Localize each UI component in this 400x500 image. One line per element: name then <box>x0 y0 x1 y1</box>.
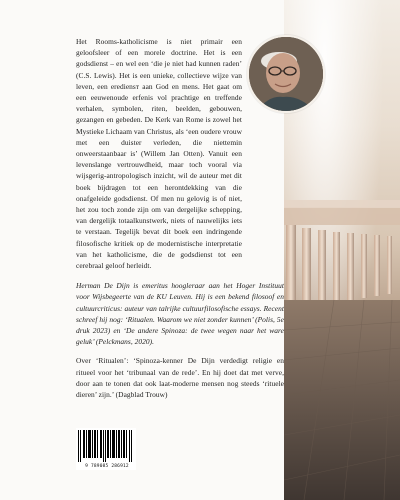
text-column <box>76 36 284 400</box>
review-quote: Over ‘Ritualen’: ‘Spinoza-kenner De Dijn verdedigt religie en ritueel voor het ‘tribunaal van de rede’. En hij doet dat met verve, door aan te tonen dat ook laat-moderne mensen nog steeds ‘rituele dieren’ zijn.’ (Dagblad Trouw) <box>76 356 284 400</box>
isbn-number: 9 789085 286912 <box>85 464 129 469</box>
author-bio: Herman De Dijn is emeritus hoogleraar aan het Hoger Instituut voor Wijsbegeerte van de KU Leuven. Hij is een bekend filosoof en cultuurcriticus: auteur van talrijke cultuurfilosofische essays. Recent schreef hij nog: ‘Ritualen. Waarom we niet zonder kunnen’ (Polis, 5e druk 2023) en ‘De andere Spinoza: de twee wegen naar het ware geluk’ (Pelckmans, 2020). <box>76 281 284 347</box>
intro-paragraph: Het Rooms-katholicisme is niet primair een geloofsleer of een morele doctrine. Het is een godsdienst – en wel een ‘die je niet had kunnen raden’ (C.S. Lewis). Het is een unieke, collectieve wijze van leven, een erediensт aan God en mens. Het gaat om een eeuwenoude erfenis vol prachtige en treffende verhalen, symbolen, riten, beelden, gebouwen, gezangen en gebeden. De Kerk van Rome is zowel het Mystieke Lichaam van Christus, als ‘een oudere vrouw met een duister verleden, die niettemin onweerstaanbaar is’ (Willem Jan Otten). Vanuit een levenslange vertrouwdheid, maar toch vooral via wijsgerig-antropologisch inzicht, wil de auteur met dit boek bijdragen tot een herontdekking van die onafgeleide godsdienst. Of men nu gelovig is of niet, het zou toch zonde zijn om van dergelijke schepping, van dergelijk totaalkunstwerk, niets of nauwelijks iets te verstaan. Tegelijk bevat dit boek een indringende filosofische kritiek op de modernistische interpretatie van het katholicisme, die de godsdienst tot een cerebraal geloof herleidt. <box>76 37 242 271</box>
